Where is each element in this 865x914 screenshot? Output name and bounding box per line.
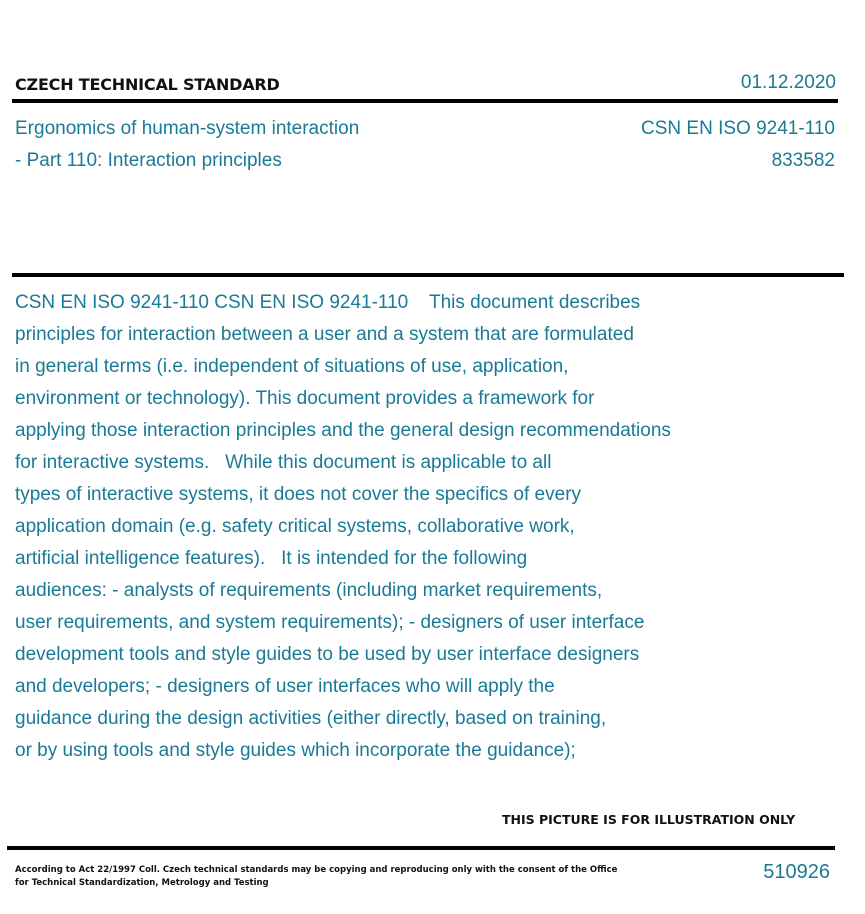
standard-title-line-1: Ergonomics of human-system interaction: [15, 118, 360, 139]
legal-notice-line-1: According to Act 22/1997 Coll. Czech technical standards may be copying and reproducing only with the consent of the Office: [15, 865, 618, 875]
abstract-line: and developers; - designers of user interfaces who will apply the: [15, 676, 555, 697]
footer-divider: [7, 846, 835, 850]
abstract-line: development tools and style guides to be used by user interface designers: [15, 644, 640, 665]
abstract-line: audiences: - analysts of requirements (including market requirements,: [15, 580, 603, 601]
abstract-line: types of interactive systems, it does not cover the specifics of every: [15, 484, 582, 505]
standard-title-line-2: - Part 110: Interaction principles: [15, 150, 282, 171]
abstract-line: in general terms (i.e. independent of situations of use, application,: [15, 356, 569, 377]
publication-date: 01.12.2020: [740, 72, 836, 93]
header-divider: [12, 99, 838, 103]
catalog-number: 833582: [771, 150, 835, 171]
standard-code: CSN EN ISO 9241-110: [641, 118, 835, 139]
legal-notice: [15, 864, 617, 890]
abstract-line: for interactive systems. While this document is applicable to all: [15, 452, 552, 473]
abstract-line: artificial intelligence features). It is intended for the following: [15, 548, 528, 569]
abstract-line: or by using tools and style guides which incorporate the guidance);: [15, 740, 576, 761]
abstract-line: applying those interaction principles and the general design recommendations: [15, 420, 671, 441]
abstract-line: user requirements, and system requirements); - designers of user interface: [15, 612, 645, 633]
illustration-disclaimer: THIS PICTURE IS FOR ILLUSTRATION ONLY: [502, 812, 796, 827]
abstract-line: application domain (e.g. safety critical systems, collaborative work,: [15, 516, 575, 537]
document-type-label: CZECH TECHNICAL STANDARD: [15, 75, 280, 94]
title-divider: [12, 273, 844, 277]
abstract-text: [15, 287, 775, 767]
abstract-line: principles for interaction between a user and a system that are formulated: [15, 324, 634, 345]
abstract-line: guidance during the design activities (either directly, based on training,: [15, 708, 607, 729]
abstract-line: CSN EN ISO 9241-110 CSN EN ISO 9241-110 This document describes: [15, 292, 641, 313]
abstract-line: environment or technology). This document provides a framework for: [15, 388, 595, 409]
footer-number: 510926: [763, 861, 830, 883]
legal-notice-line-2: for Technical Standardization, Metrology and Testing: [15, 878, 269, 888]
